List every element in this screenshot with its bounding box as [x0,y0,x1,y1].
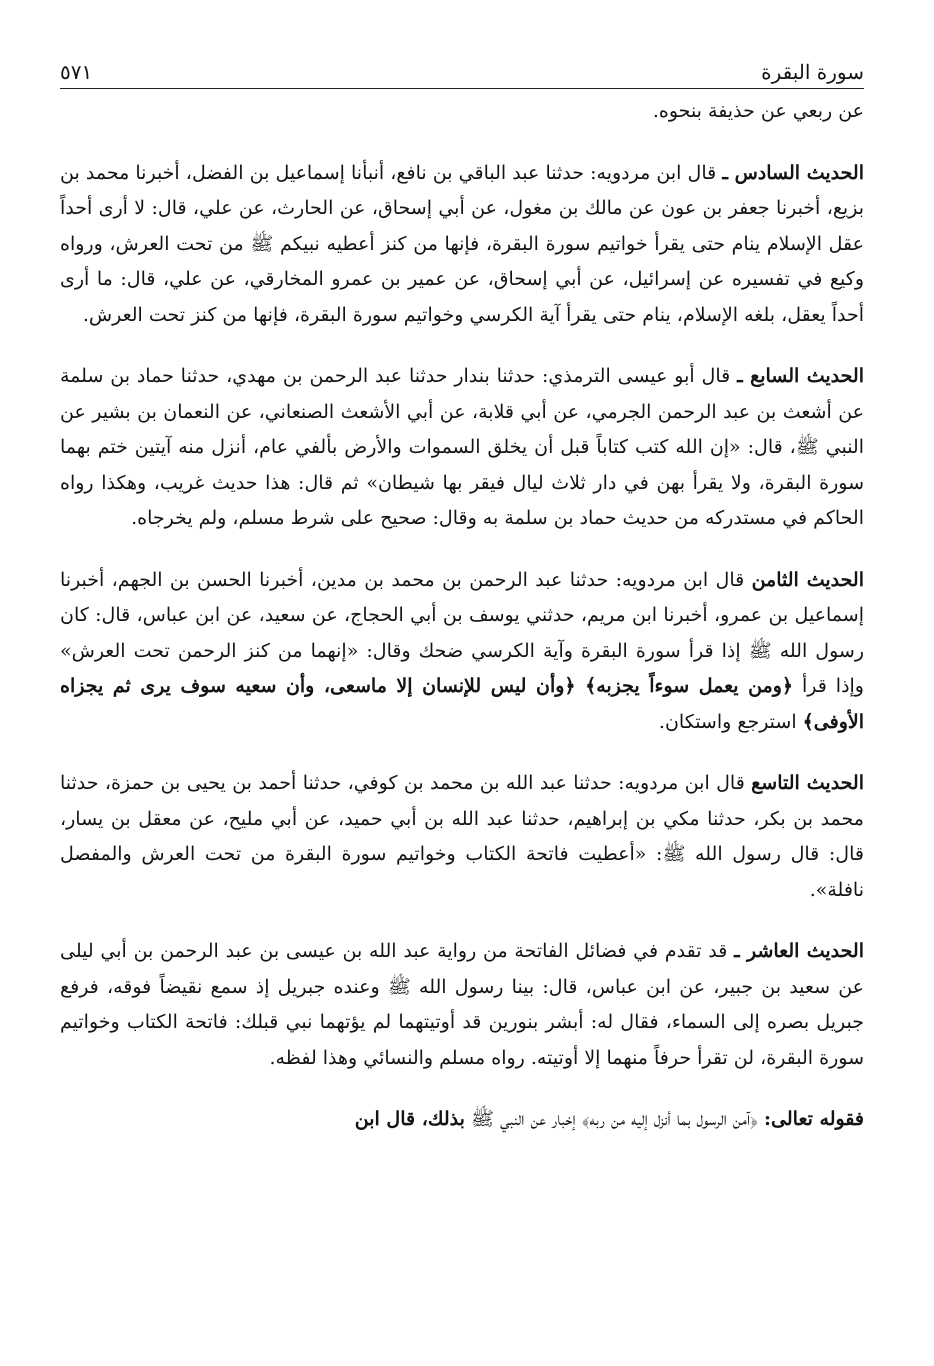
paragraph-text: قال ابن مردويه: حدثنا عبد الرحمن بن محمد بن مدين، أخبرنا الحسن بن الجهم، أخبرنا إسماعيل بن عمرو، أخبرنا ابن مريم، حدثني يوسف بن أبي الحجاج، عن سعيد، عن ابن عباس، قال: كان رسول الله ﷺ إذا قرأ سورة البقرة وآية الكرسي ضحك وقال: «إنهما من كنز الرحمن تحت العرش» وإذا قرأ [60,568,864,697]
hadith-heading: الحديث الثامن [751,568,864,591]
paragraph-verse-commentary [60,1102,864,1138]
paragraph-hadith-9 [60,766,864,908]
hadith-heading: الحديث العاشر ـ [734,940,864,962]
paragraph-text-end: استرجع واستكان. [658,710,803,733]
paragraph-text: قال ابن مردويه: حدثنا عبد الباقي بن نافع، أنبأنا إسماعيل بن الفضل، أخبرنا محمد بن بزيع، أخبرنا جعفر بن عون عن مالك بن مغول، عن أبي إسحاق، عن الحارث، عن علي، قال: لا أرى أحداً عقل الإسلام ينام حتى يقرأ خواتيم سورة البقرة، فإنها من كنز أعطيه نبيكم ﷺ من تحت العرش، ورواه وكيع في تفسيره عن إسرائيل، عن أبي إسحاق، عن عمير بن عمرو المخارقي، عن علي، قال: ما أرى أحداً يعقل، بلغه الإسلام، ينام حتى يقرأ آية الكرسي وخواتيم سورة البقرة، فإنها من كنز تحت العرش. [60,161,864,326]
page-header [60,58,864,89]
paragraph-hadith-8 [60,563,864,741]
commentary-heading: فقوله تعالى: [764,1108,864,1130]
paragraph-text: عن ربعي عن حذيفة بنحوه. [652,100,864,122]
paragraph-text: قال أبو عيسى الترمذي: حدثنا بندار حدثنا عبد الرحمن بن مهدي، حدثنا حماد بن سلمة عن أشعث بن عبد الرحمن الجرمي، عن أبي قلابة، عن أبي الأشعث الصنعاني، عن النعمان بن بشير عن النبي ﷺ، قال: «إن الله كتب كتاباً قبل أن يخلق السموات والأرض بألفي عام، أنزل منه آيتين ختم بهما سورة البقرة، ولا يقرأ بهن في دار ثلاث ليال فيقر بها شيطان» ثم قال: هذا حديث غريب، وهكذا رواه الحاكم في مستدركه من حديث حماد بن سلمة به وقال: صحيح على شرط مسلم، ولم يخرجاه. [60,365,864,529]
running-title: سورة البقرة [761,60,864,84]
hadith-heading: الحديث السادس ـ [722,161,864,184]
hadith-heading: الحديث السابع ـ [737,365,864,387]
paragraph-intro [60,94,864,130]
paragraph-hadith-10 [60,934,864,1076]
hadith-heading: الحديث التاسع [751,772,864,794]
paragraph-hadith-6 [60,156,864,334]
paragraph-text-bold: بذلك، قال ابن [354,1108,465,1130]
page-body [60,94,864,1138]
paragraph-text: قال ابن مردويه: حدثنا عبد الله بن محمد بن كوفي، حدثنا أحمد بن يحيى بن حمزة، حدثنا محمد بن بكر، حدثنا مكي بن إبراهيم، حدثنا عبد الله بن أبي حميد، عن أبي مليح، عن معقل بن يسار، قال: قال رسول الله ﷺ: «أعطيت فاتحة الكتاب وخواتيم سورة البقرة من تحت العرش والمفصل نافلة». [60,772,864,901]
paragraph-hadith-7 [60,359,864,537]
quran-quote: ﴿ومن يعمل سوءاً يجزبه﴾ ﴿وأن ليس للإنسان إلا ماسعى، وأن سعيه سوف يرى ثم يجزاه الأوفى﴾ [60,675,864,733]
paragraph-text: ﴿آمن الرسول بما أنزل إليه من ربه﴾ إخبار عن النبي ﷺ [464,1108,765,1130]
paragraph-text: قد تقدم في فضائل الفاتحة من رواية عبد الله بن عيسى بن عبد الرحمن بن أبي ليلى عن سعيد بن جبير، عن ابن عباس، قال: بينا رسول الله ﷺ وعنده جبريل إذ سمع نقيضاً فوقه، فرفع جبريل بصره إلى السماء، فقال له: أبشر بنورين قد أوتيتهما لم يؤتهما نبي قبلك: فاتحة الكتاب وخواتيم سورة البقرة، لن تقرأ حرفاً منهما إلا أوتيته. رواه مسلم والنسائي وهذا لفظه. [60,940,864,1069]
book-page [60,0,864,1366]
page-number: ٥٧١ [60,60,93,84]
